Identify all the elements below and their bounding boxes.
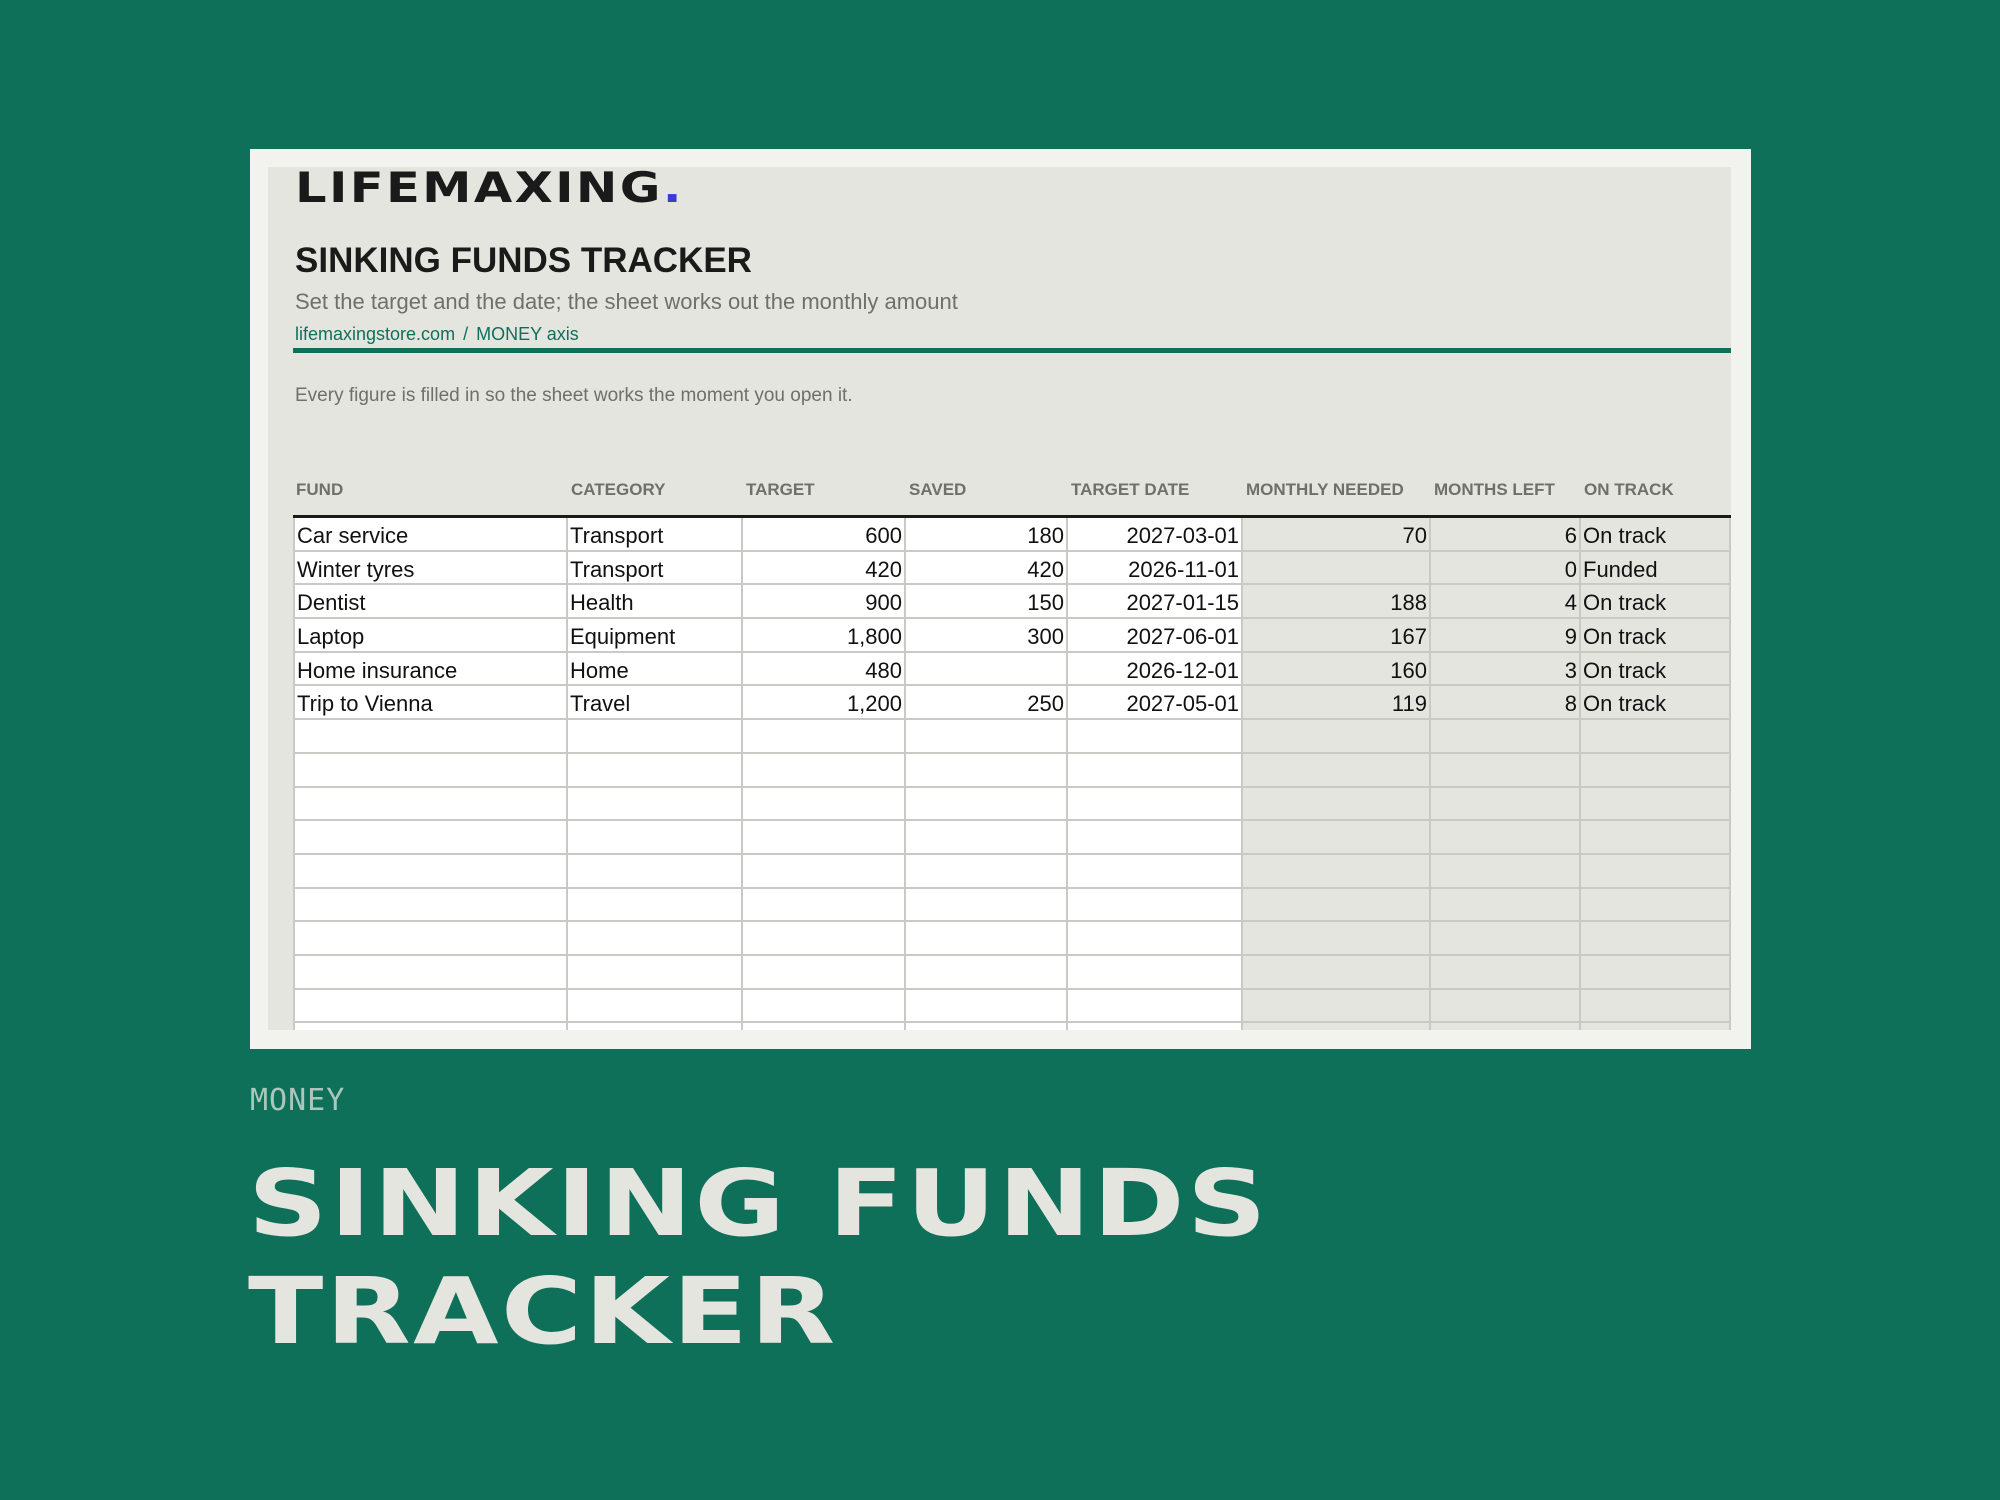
cell-monthly-needed[interactable] [1243,552,1431,586]
cell-months-left[interactable]: 0 [1431,552,1581,586]
cell-fund[interactable] [293,754,568,788]
cell-monthly-needed[interactable]: 167 [1243,619,1431,653]
cell-target[interactable]: 1,800 [743,619,906,653]
empty-table-row [293,990,1731,1024]
cell-target-date[interactable] [1068,855,1243,889]
cell-fund[interactable] [293,922,568,956]
table-row [293,653,1731,687]
cell-fund[interactable]: Winter tyres [293,552,568,586]
cell-target[interactable]: 600 [743,518,906,552]
cell-category[interactable] [568,990,743,1024]
cell-months-left[interactable]: 9 [1431,619,1581,653]
cell-on-track[interactable]: On track [1581,653,1731,687]
cell-fund[interactable]: Home insurance [293,653,568,687]
cell-saved[interactable] [906,855,1068,889]
column-header-fund: FUND [296,480,344,499]
cell-monthly-needed[interactable] [1243,922,1431,956]
empty-table-row [293,855,1731,889]
cell-target-date[interactable]: 2027-01-15 [1068,585,1243,619]
cell-fund[interactable]: Dentist [293,585,568,619]
empty-table-row [293,956,1731,990]
cell-saved[interactable] [906,956,1068,990]
cell-months-left[interactable] [1431,754,1581,788]
cell-months-left[interactable]: 4 [1431,585,1581,619]
cell-monthly-needed[interactable]: 70 [1243,518,1431,552]
cell-target-date[interactable] [1068,956,1243,990]
cell-monthly-needed[interactable] [1243,990,1431,1024]
footer-kicker: MONEY [250,1083,346,1118]
table-row [293,518,1731,552]
cell-category[interactable]: Equipment [568,619,743,653]
cell-target-date[interactable] [1068,889,1243,923]
empty-table-row [293,922,1731,956]
cell-saved[interactable] [906,1023,1068,1030]
cell-on-track[interactable] [1581,1023,1731,1030]
empty-table-row [293,889,1731,923]
cell-target[interactable] [743,788,906,822]
cell-fund[interactable] [293,1023,568,1030]
cell-fund[interactable] [293,990,568,1024]
cell-on-track[interactable] [1581,990,1731,1024]
cell-category[interactable]: Health [568,585,743,619]
table-row [293,619,1731,653]
cell-on-track[interactable]: On track [1581,518,1731,552]
empty-table-row [293,720,1731,754]
cell-fund[interactable]: Trip to Vienna [293,686,568,720]
cell-on-track[interactable]: On track [1581,686,1731,720]
cell-fund[interactable] [293,855,568,889]
cell-on-track[interactable] [1581,821,1731,855]
cell-saved[interactable] [906,720,1068,754]
cell-months-left[interactable] [1431,956,1581,990]
column-header-months-left: MONTHS LEFT [1434,480,1555,499]
cell-category[interactable] [568,1023,743,1030]
cell-category[interactable]: Travel [568,686,743,720]
cell-on-track[interactable] [1581,855,1731,889]
cell-monthly-needed[interactable] [1243,1023,1431,1030]
cell-monthly-needed[interactable] [1243,889,1431,923]
empty-table-row [293,788,1731,822]
cell-monthly-needed[interactable] [1243,855,1431,889]
cell-months-left[interactable] [1431,720,1581,754]
footer-title-line-1: SINKING FUNDS [248,1150,1269,1257]
cell-category[interactable] [568,889,743,923]
cell-target[interactable] [743,1023,906,1030]
cell-monthly-needed[interactable]: 188 [1243,585,1431,619]
cell-category[interactable] [568,754,743,788]
cell-target-date[interactable]: 2026-11-01 [1068,552,1243,586]
empty-table-row [293,754,1731,788]
cell-saved[interactable]: 150 [906,585,1068,619]
cell-saved[interactable] [906,889,1068,923]
cell-category[interactable] [568,788,743,822]
table-row [293,585,1731,619]
breadcrumb [295,324,579,345]
cell-months-left[interactable]: 3 [1431,653,1581,687]
cell-target-date[interactable] [1068,720,1243,754]
sheet-subtitle: Set the target and the date; the sheet works out the monthly amount [295,289,958,314]
cell-target[interactable] [743,922,906,956]
cell-saved[interactable] [906,922,1068,956]
cell-category[interactable]: Transport [568,518,743,552]
cell-on-track[interactable] [1581,788,1731,822]
cell-monthly-needed[interactable]: 119 [1243,686,1431,720]
cell-fund[interactable] [293,788,568,822]
cell-monthly-needed[interactable] [1243,754,1431,788]
cell-category[interactable]: Transport [568,552,743,586]
column-header-on-track: ON TRACK [1584,480,1674,499]
cell-on-track[interactable]: Funded [1581,552,1731,586]
cell-target[interactable] [743,855,906,889]
cell-target[interactable] [743,754,906,788]
cell-fund[interactable] [293,720,568,754]
table-header-row [293,452,1731,518]
cell-saved[interactable] [906,653,1068,687]
cell-category[interactable]: Home [568,653,743,687]
breadcrumb-section: MONEY axis [476,324,579,344]
breadcrumb-separator: / [463,324,469,344]
cell-target-date[interactable] [1068,821,1243,855]
column-header-category: CATEGORY [571,480,666,499]
breadcrumb-site: lifemaxingstore.com [295,324,456,344]
cell-fund[interactable]: Laptop [293,619,568,653]
cell-target[interactable]: 1,200 [743,686,906,720]
cell-saved[interactable] [906,821,1068,855]
header-divider [293,348,1731,353]
cell-on-track[interactable] [1581,754,1731,788]
cell-on-track[interactable]: On track [1581,585,1731,619]
cell-target[interactable] [743,990,906,1024]
cell-months-left[interactable] [1431,889,1581,923]
column-header-target-date: TARGET DATE [1071,480,1190,499]
cell-category[interactable] [568,956,743,990]
cell-fund[interactable] [293,956,568,990]
cell-saved[interactable]: 250 [906,686,1068,720]
empty-table-row [293,821,1731,855]
sheet-note: Every figure is filled in so the sheet works the moment you open it. [295,385,853,406]
column-header-saved: SAVED [909,480,967,499]
cell-category[interactable] [568,821,743,855]
cell-fund[interactable] [293,821,568,855]
cell-monthly-needed[interactable] [1243,720,1431,754]
cell-target-date[interactable]: 2027-03-01 [1068,518,1243,552]
cell-category[interactable] [568,922,743,956]
cell-on-track[interactable] [1581,956,1731,990]
cell-target[interactable] [743,821,906,855]
footer-title [248,1150,1269,1366]
cell-months-left[interactable]: 6 [1431,518,1581,552]
cell-months-left[interactable]: 8 [1431,686,1581,720]
cell-target-date[interactable] [1068,754,1243,788]
empty-table-row [293,1023,1731,1030]
cell-months-left[interactable] [1431,922,1581,956]
brand-logo: LIFEMAXING. [295,167,685,212]
cell-target-date[interactable]: 2026-12-01 [1068,653,1243,687]
cell-saved[interactable] [906,990,1068,1024]
cell-fund[interactable] [293,889,568,923]
cell-months-left[interactable] [1431,855,1581,889]
cell-on-track[interactable] [1581,720,1731,754]
cell-target[interactable] [743,889,906,923]
cell-category[interactable] [568,720,743,754]
cell-months-left[interactable] [1431,1023,1581,1030]
cell-monthly-needed[interactable] [1243,788,1431,822]
cell-target-date[interactable] [1068,922,1243,956]
cell-target-date[interactable]: 2027-05-01 [1068,686,1243,720]
table-body [293,518,1731,1030]
cell-months-left[interactable] [1431,821,1581,855]
cell-target[interactable]: 480 [743,653,906,687]
cell-target[interactable]: 420 [743,552,906,586]
table-row [293,552,1731,586]
cell-target-date[interactable] [1068,990,1243,1024]
cell-months-left[interactable] [1431,788,1581,822]
cell-fund[interactable]: Car service [293,518,568,552]
cell-target[interactable] [743,956,906,990]
cell-monthly-needed[interactable]: 160 [1243,653,1431,687]
cell-saved[interactable]: 180 [906,518,1068,552]
cell-target-date[interactable]: 2027-06-01 [1068,619,1243,653]
column-header-monthly-needed: MONTHLY NEEDED [1246,480,1404,499]
column-header-target: TARGET [746,480,815,499]
cell-target-date[interactable] [1068,1023,1243,1030]
cell-saved[interactable] [906,754,1068,788]
cell-target[interactable]: 900 [743,585,906,619]
footer-title-line-2: TRACKER [248,1258,838,1365]
spreadsheet-sheet [268,167,1731,1030]
cell-on-track[interactable] [1581,922,1731,956]
cell-monthly-needed[interactable] [1243,821,1431,855]
table-row [293,686,1731,720]
cell-on-track[interactable]: On track [1581,619,1731,653]
cell-category[interactable] [568,855,743,889]
cell-saved[interactable] [906,788,1068,822]
cell-target[interactable] [743,720,906,754]
spreadsheet-preview-card [250,149,1751,1049]
cell-target-date[interactable] [1068,788,1243,822]
cell-months-left[interactable] [1431,990,1581,1024]
cell-saved[interactable]: 300 [906,619,1068,653]
sheet-title: SINKING FUNDS TRACKER [295,241,752,280]
funds-table [293,452,1731,1030]
cell-monthly-needed[interactable] [1243,956,1431,990]
cell-on-track[interactable] [1581,889,1731,923]
cell-saved[interactable]: 420 [906,552,1068,586]
